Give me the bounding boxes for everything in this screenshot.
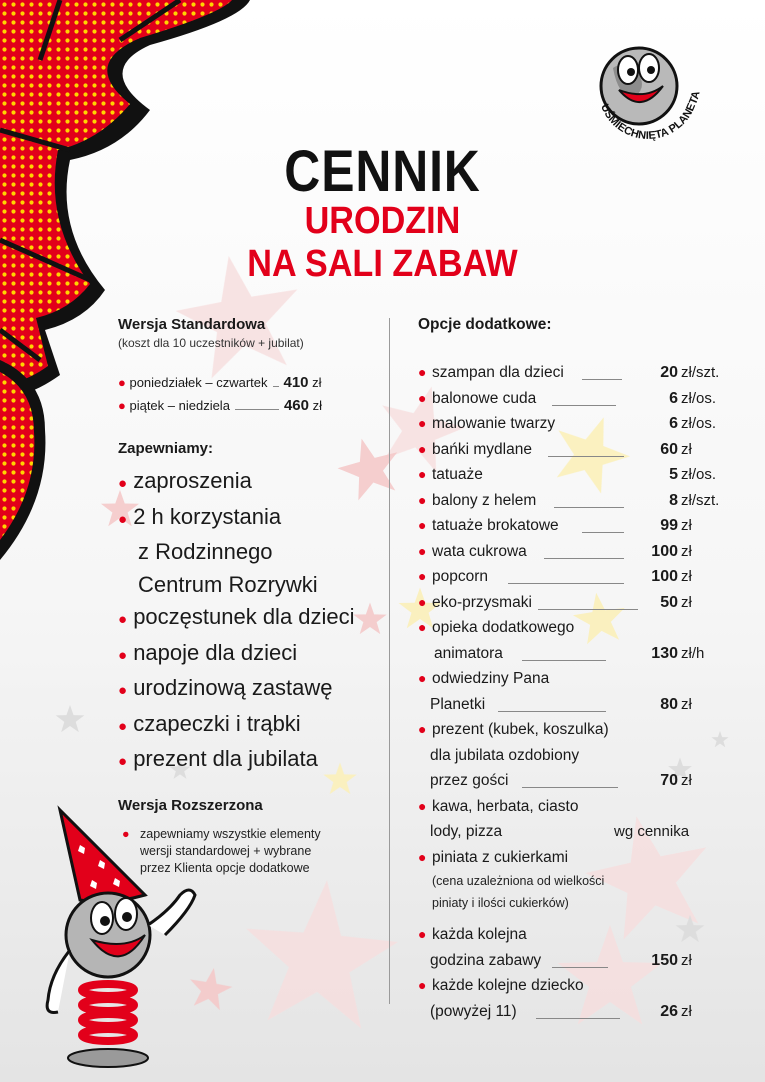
price-row-weekday: [118, 374, 383, 391]
leader-line: [548, 456, 624, 457]
options-heading: Opcje dodatkowe:: [418, 316, 552, 333]
leader-line: [552, 967, 608, 968]
leader-line: [582, 379, 622, 380]
spring-icon: [82, 984, 134, 1041]
list-item: ● poczęstunek dla dzieci: [118, 604, 355, 629]
option-row-gift-cont: przez gości 70 zł: [430, 772, 692, 789]
price-unit: zł: [312, 398, 322, 413]
option-row: ● tatuaże brokatowe 99 zł: [418, 517, 692, 534]
left-column: [118, 316, 383, 877]
price-label: piątek – niedziela: [129, 398, 230, 413]
list-item: ● prezent dla jubilata: [118, 746, 318, 771]
title-main: CENNIK: [284, 139, 481, 204]
price-unit: zł: [312, 375, 322, 390]
option-row: ● tatuaże 5 zł/os.: [418, 466, 717, 483]
list-item: ● urodzinową zastawę: [118, 675, 333, 700]
list-item-continued: z Rodzinnego: [138, 539, 273, 564]
standard-heading: Wersja Standardowa: [118, 316, 266, 333]
option-row-extra-hour: ● każda kolejna: [418, 926, 527, 943]
list-item: ● 2 h korzystania: [118, 503, 282, 529]
option-row-extra-child-cont: (powyżej 11) 26 zł: [430, 1002, 692, 1020]
bullet-icon: ●: [118, 375, 130, 390]
list-item: ● napoje dla dzieci: [118, 639, 298, 665]
option-row: ● szampan dla dzieci 20 zł/szt.: [418, 364, 720, 381]
leader-line: [552, 405, 616, 406]
leader-line: [538, 609, 638, 610]
option-row: ● bańki mydlane 60 zł: [418, 440, 692, 458]
option-row: ● eko-przysmaki 50 zł: [418, 593, 692, 611]
provide-list: [118, 465, 383, 779]
price-amount: 410: [283, 374, 309, 391]
price-amount: 460: [283, 397, 309, 414]
extended-heading: Wersja Rozszerzona: [118, 796, 263, 814]
leader-line: [536, 1018, 620, 1019]
list-item-continued: Centrum Rozrywki: [138, 571, 318, 597]
base-icon: [68, 1049, 148, 1067]
extended-description: ● zapewniamy wszystkie elementy wersji standardowej + wybrane przez Klienta opcje dodatkowe: [122, 826, 321, 875]
list-item: ● czapeczki i trąbki: [118, 710, 301, 736]
leader-line: [522, 787, 618, 788]
leader-line: [235, 408, 279, 410]
option-row-gift: ● prezent (kubek, koszulka): [418, 721, 609, 738]
standard-note: (koszt dla 10 uczestników + jubilat): [118, 336, 304, 350]
logo-text: UŚMIECHNIĘTA PLANETA: [598, 89, 703, 143]
option-row-visit-cont: Planetki 80 zł: [430, 695, 692, 713]
mascot-illustration: [30, 800, 210, 1070]
waving-hand-icon: [148, 890, 195, 935]
bullet-icon: ●: [122, 826, 130, 841]
option-row-animator-cont: animatora 130 zł/h: [434, 644, 705, 662]
title-line-2: URODZIN: [304, 200, 461, 242]
option-row-visit: ● odwiedziny Pana: [418, 670, 550, 687]
leader-line: [544, 558, 624, 559]
star-shape: [238, 874, 402, 1032]
option-row-catering: ● kawa, herbata, ciasto: [418, 797, 579, 815]
option-row: ● wata cukrowa 100 zł: [418, 542, 692, 560]
option-row: ● balony z helem 8 zł/szt.: [418, 491, 720, 509]
option-row-pinata: ● piniata z cukierkami: [418, 848, 569, 866]
option-row: ● popcorn 100 zł: [418, 568, 692, 585]
option-row-animator: ● opieka dodatkowego: [418, 619, 575, 636]
bullet-icon: ●: [118, 398, 130, 413]
provide-heading: Zapewniamy:: [118, 440, 214, 457]
option-row-extra-child: ● każde kolejne dziecko: [418, 977, 584, 994]
leader-line: [273, 385, 279, 387]
leader-line: [582, 532, 624, 533]
pinata-note: (cena uzależniona od wielkości piniaty i ilości cukierków): [432, 874, 605, 910]
arm-icon: [47, 950, 70, 1013]
party-hat-icon: [60, 810, 145, 902]
title-line-3: NA SALI ZABAW: [247, 243, 518, 285]
price-row-weekend: [118, 397, 383, 414]
leader-line: [554, 507, 624, 508]
star-shape: [56, 705, 85, 732]
option-row-catering-cont: lody, pizza wg cennika: [430, 823, 690, 840]
option-row-extra-hour-cont: godzina zabawy 150 zł: [430, 951, 692, 969]
column-divider: [389, 318, 390, 1004]
list-item: ● zaproszenia: [118, 468, 252, 493]
leader-line: [508, 583, 624, 584]
right-column: [418, 316, 718, 1024]
option-row: ● balonowe cuda 6 zł/os.: [418, 389, 717, 407]
option-row-gift-cont: dla jubilata ozdobiony: [430, 746, 580, 764]
price-label: poniedziałek – czwartek: [129, 375, 268, 390]
option-row: ● malowanie twarzy 6 zł/os.: [418, 415, 717, 432]
leader-line: [522, 660, 606, 661]
leader-line: [498, 711, 606, 712]
